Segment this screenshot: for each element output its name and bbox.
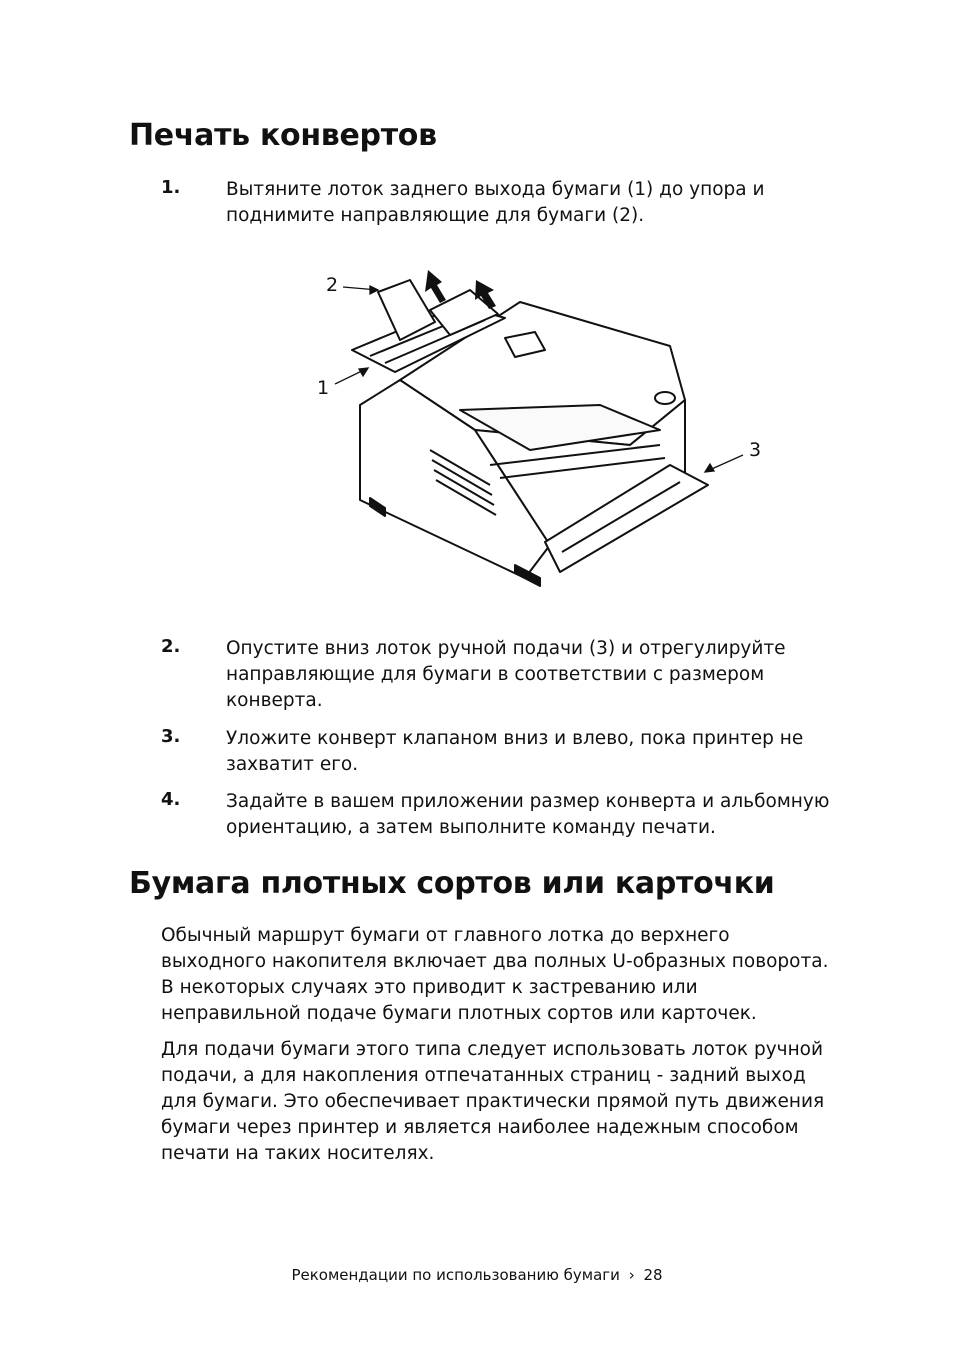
printer-illustration bbox=[300, 260, 780, 600]
step-number: 2. bbox=[161, 636, 181, 657]
step-text: Вытяните лоток заднего выхода бумаги (1) до упора и поднимите направляющие для бумаги (2). bbox=[226, 179, 765, 226]
section-title-heavy-paper: Бумага плотных сортов или карточки bbox=[129, 866, 775, 901]
section-title-envelopes: Печать конвертов bbox=[129, 118, 437, 153]
step-number: 3. bbox=[161, 726, 181, 747]
step-text: Опустите вниз лоток ручной подачи (3) и отрегулируйте направляющие для бумаги в соответствии с размером конверта. bbox=[226, 638, 786, 711]
step-number: 4. bbox=[161, 789, 181, 810]
paragraph: Для подачи бумаги этого типа следует использовать лоток ручной подачи, а для накопления отпечатанных страниц - задний выход для бумаги. Это обеспечивает практически прямой путь движения бумаги через принтер и является наиболее надежным способом печати на таких носителях. bbox=[161, 1039, 825, 1164]
paragraph: Обычный маршрут бумаги от главного лотка до верхнего выходного накопителя включает два полных U-образных поворота. В некоторых случаях это приводит к застреванию или неправильной подаче бумаги плотных сортов или карточек. bbox=[161, 925, 829, 1024]
callout-2: 2 bbox=[326, 274, 339, 296]
step-text: Уложите конверт клапаном вниз и влево, пока принтер не захватит его. bbox=[226, 728, 804, 775]
callout-3: 3 bbox=[749, 439, 762, 461]
page-number: 28 bbox=[643, 1266, 663, 1284]
footer-section: Рекомендации по использованию бумаги bbox=[291, 1266, 620, 1284]
footer-separator: › bbox=[628, 1266, 635, 1284]
page-footer bbox=[0, 1266, 954, 1284]
step-number: 1. bbox=[161, 177, 181, 198]
step-text: Задайте в вашем приложении размер конверта и альбомную ориентацию, а затем выполните команду печати. bbox=[226, 791, 830, 838]
callout-1: 1 bbox=[317, 377, 330, 399]
